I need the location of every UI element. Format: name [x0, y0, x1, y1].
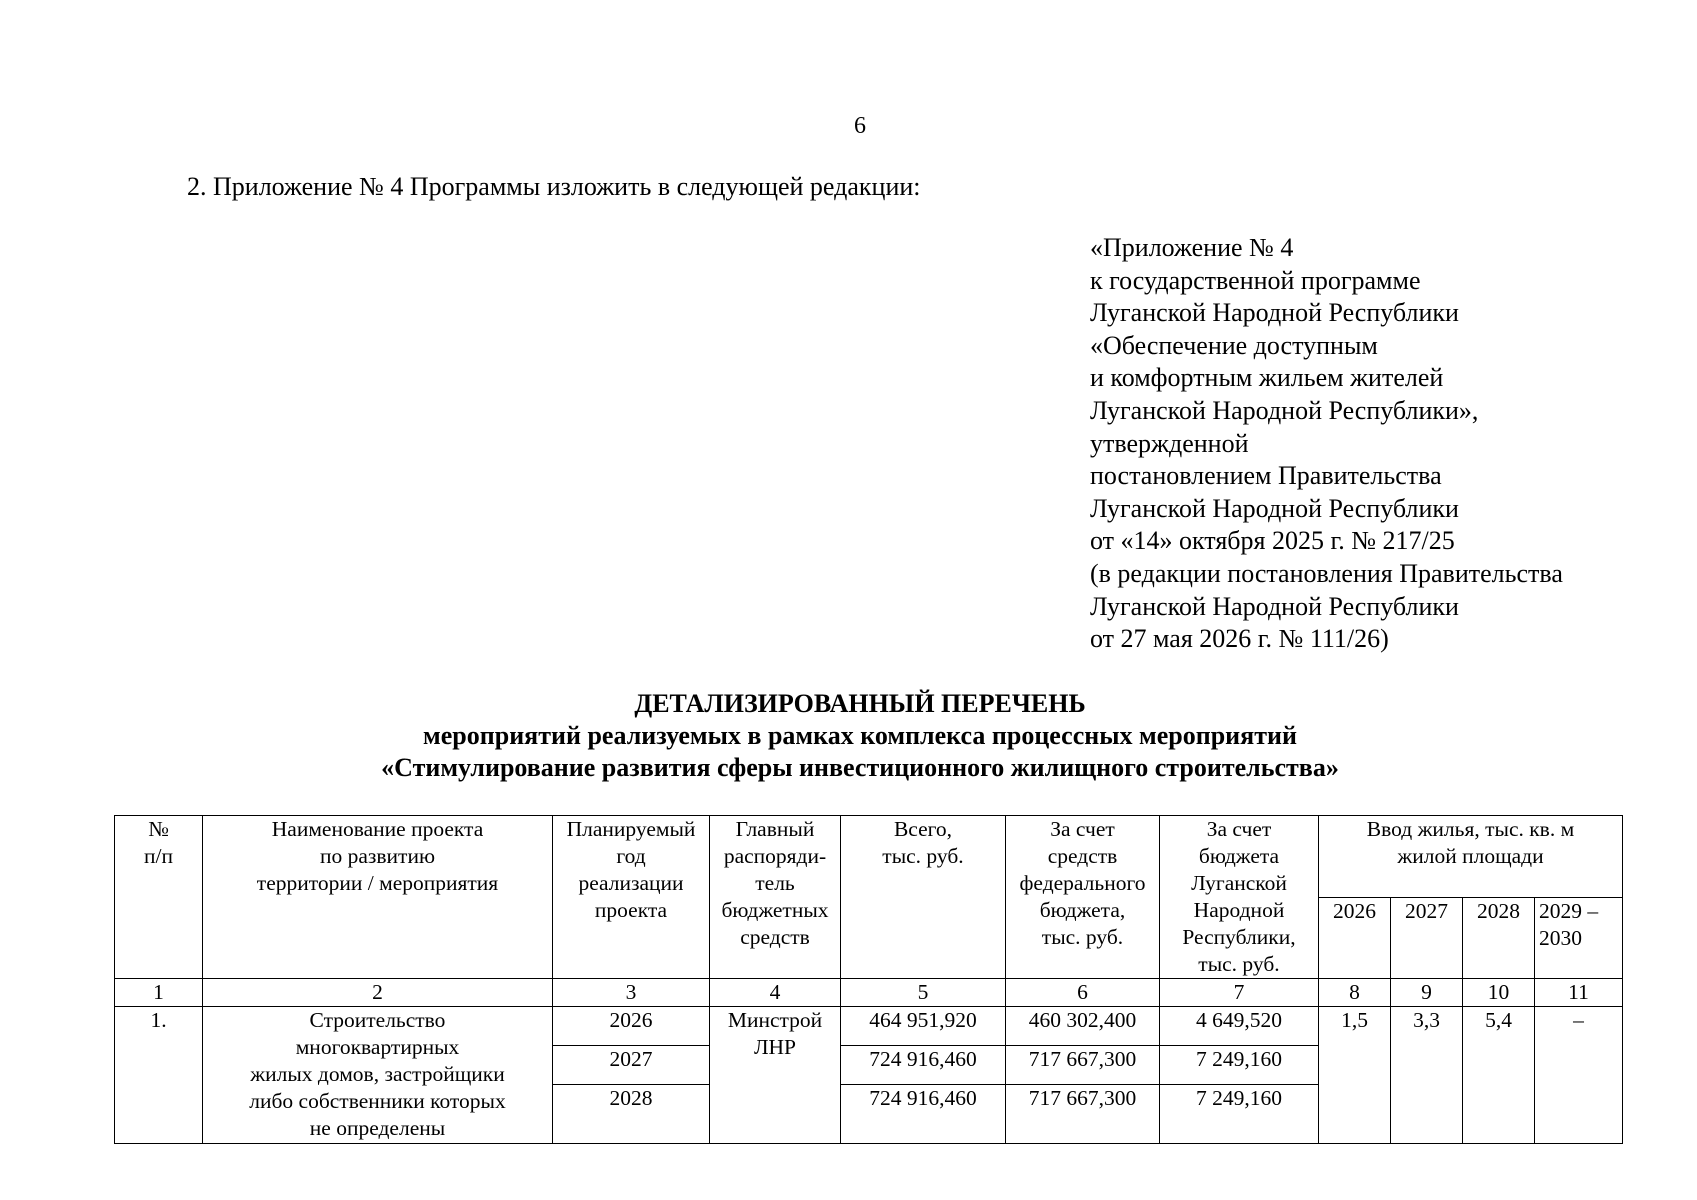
intro-paragraph: 2. Приложение № 4 Программы изложить в следующей редакции:	[187, 172, 921, 201]
header-num: № п/п	[115, 816, 203, 979]
appendix-line: Луганской Народной Республики»,	[1090, 395, 1479, 425]
column-number: 8	[1319, 979, 1391, 1007]
appendix-line: Луганской Народной Республики	[1090, 591, 1459, 621]
regional-amount: 7 249,160	[1160, 1085, 1319, 1144]
total-amount: 724 916,460	[841, 1046, 1006, 1085]
title-line: «Стимулирование развития сферы инвестиционного жилищного строительства»	[381, 753, 1339, 782]
header-total: Всего, тыс. руб.	[841, 816, 1006, 979]
appendix-block	[1090, 232, 1563, 656]
header-housing-year: 2028	[1463, 897, 1535, 979]
appendix-line: Луганской Народной Республики	[1090, 298, 1459, 328]
appendix-line: и комфортным жильем жителей	[1090, 363, 1444, 393]
column-number: 3	[553, 979, 710, 1007]
column-number: 5	[841, 979, 1006, 1007]
column-number: 11	[1535, 979, 1623, 1007]
title-line: ДЕТАЛИЗИРОВАННЫЙ ПЕРЕЧЕНЬ	[634, 689, 1086, 718]
header-regional-budget: За счет бюджета Луганской Народной Республики, тыс. руб.	[1160, 816, 1319, 979]
header-housing-year: 2026	[1319, 897, 1391, 979]
appendix-line: «Приложение № 4	[1090, 233, 1294, 262]
measures-table	[114, 815, 1623, 1144]
column-number: 7	[1160, 979, 1319, 1007]
regional-amount: 4 649,520	[1160, 1007, 1319, 1046]
document-title	[0, 688, 1697, 784]
column-number: 10	[1463, 979, 1535, 1007]
header-housing-year: 2027	[1391, 897, 1463, 979]
planned-year: 2026	[553, 1007, 710, 1046]
federal-amount: 460 302,400	[1006, 1007, 1160, 1046]
appendix-line: от 27 мая 2026 г. № 111/26)	[1090, 624, 1389, 654]
housing-2027: 3,3	[1391, 1007, 1463, 1144]
table-row	[115, 1007, 1623, 1046]
appendix-line: утвержденной	[1090, 428, 1249, 458]
column-number: 2	[203, 979, 553, 1007]
page-number: 6	[854, 113, 866, 139]
appendix-line: (в редакции постановления Правительства	[1090, 558, 1563, 588]
header-federal-budget: За счет средств федерального бюджета, тыс. руб.	[1006, 816, 1160, 979]
header-housing-year: 2029 – 2030	[1535, 897, 1623, 979]
header-project-name: Наименование проекта по развитию территории / мероприятия	[203, 816, 553, 979]
appendix-line: к государственной программе	[1090, 265, 1421, 295]
housing-2029-2030: –	[1535, 1007, 1623, 1144]
title-line: мероприятий реализуемых в рамках комплекса процессных мероприятий	[423, 721, 1297, 750]
column-number: 6	[1006, 979, 1160, 1007]
column-number: 9	[1391, 979, 1463, 1007]
appendix-line: от «14» октября 2025 г. № 217/25	[1090, 526, 1455, 556]
planned-year: 2027	[553, 1046, 710, 1085]
row-number: 1.	[115, 1007, 203, 1144]
total-amount: 724 916,460	[841, 1085, 1006, 1144]
header-planned-year: Планируемый год реализации проекта	[553, 816, 710, 979]
budget-manager: Минстрой ЛНР	[710, 1007, 841, 1144]
federal-amount: 717 667,300	[1006, 1085, 1160, 1144]
regional-amount: 7 249,160	[1160, 1046, 1319, 1085]
housing-2028: 5,4	[1463, 1007, 1535, 1144]
project-name: Строительство многоквартирных жилых домов, застройщики либо собственники которых не определены	[203, 1007, 553, 1144]
federal-amount: 717 667,300	[1006, 1046, 1160, 1085]
appendix-line: «Обеспечение доступным	[1090, 330, 1378, 360]
header-housing-input: Ввод жилья, тыс. кв. м жилой площади	[1319, 816, 1623, 898]
planned-year: 2028	[553, 1085, 710, 1144]
header-budget-manager: Главный распоряди- тель бюджетных средств	[710, 816, 841, 979]
column-number: 4	[710, 979, 841, 1007]
column-number: 1	[115, 979, 203, 1007]
appendix-line: Луганской Народной Республики	[1090, 493, 1459, 523]
appendix-line: постановлением Правительства	[1090, 461, 1442, 491]
total-amount: 464 951,920	[841, 1007, 1006, 1046]
housing-2026: 1,5	[1319, 1007, 1391, 1144]
